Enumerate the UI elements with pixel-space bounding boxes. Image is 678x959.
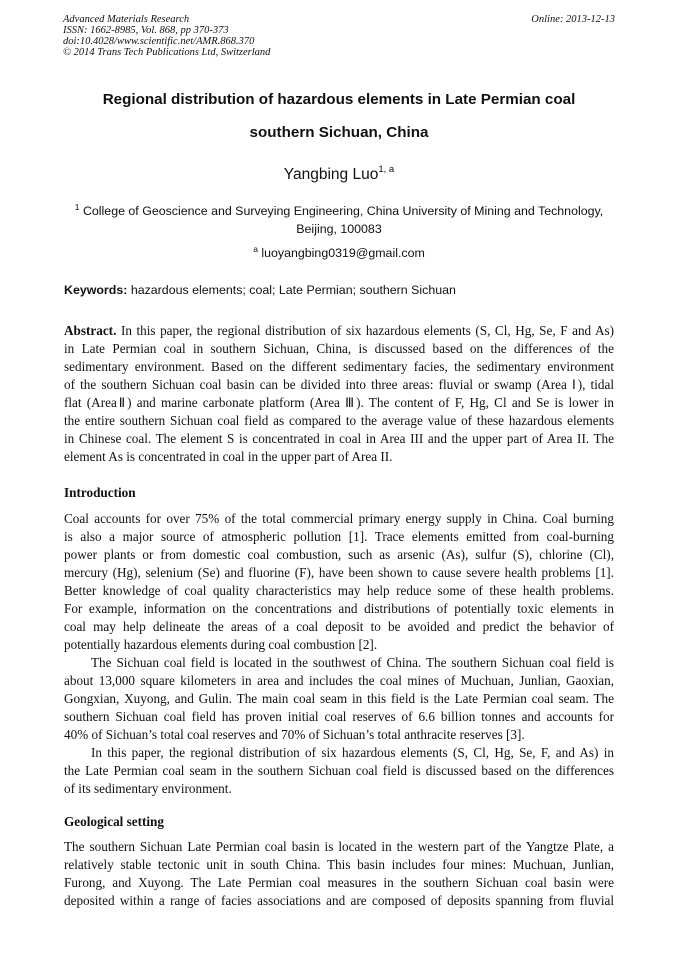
affiliation-marker: 1 (74, 202, 80, 212)
section-heading-introduction: Introduction (64, 485, 136, 500)
email-marker: a (253, 244, 258, 254)
body-line: power plants or from domestic coal combustion, such as arsenic (As), sulfur (S), chlorine (Cl), (64, 547, 614, 562)
author-email (60, 244, 618, 262)
affiliation-line1: College of Geoscience and Surveying Engineering, China University of Mining and Technology, (82, 204, 604, 218)
abstract-label: Abstract. (64, 323, 117, 338)
body-line: Better knowledge of coal quality characteristics may help reduce some of these health problems. (64, 583, 614, 598)
body-line: of its sedimentary environment. (64, 781, 232, 796)
body-line: The southern Sichuan Late Permian coal basin is located in the western part of the Yangtze Plate, a (64, 839, 614, 854)
journal-name: Advanced Materials Research (63, 14, 190, 25)
body-line: coal may help delineate the areas of a coal deposit to be avoided and predict the behavior of (64, 619, 614, 634)
affiliation (60, 202, 618, 238)
issn-line: ISSN: 1662-8985, Vol. 868, pp 370-373 (63, 25, 229, 36)
paper-title-line1: Regional distribution of hazardous elements in Late Permian coal (102, 91, 576, 108)
abstract-line: flat (AreaⅡ) and marine carbonate platform (Area Ⅲ). The content of F, Hg, Cl and Se is lower in (64, 395, 614, 410)
abstract-line: the entire southern Sichuan coal field as compared to the average value of these hazardous elements (64, 413, 614, 428)
body-line: potentially hazardous elements during coal combustion [2]. (64, 637, 378, 652)
body-line: about 13,000 square kilometers in area and includes the coal mines of Muchuan, Junlian, Gaoxian, (64, 673, 614, 688)
body-line: Gongxian, Xuyong, and Gulin. The main coal seam in this field is the Late Permian coal seam. The (64, 691, 614, 706)
body-line: relatively stable tectonic unit in south China. This basin includes four mines: Muchuan, Junlian, (64, 857, 614, 872)
body-line: For example, information on the concentrations and distributions of potentially toxic elements in (64, 601, 614, 616)
body-line: the Late Permian coal seam in the southern Sichuan coal field is discussed based on the differences (64, 763, 614, 778)
keywords-text: hazardous elements; coal; Late Permian; southern Sichuan (130, 283, 456, 297)
online-date: Online: 2013-12-13 (531, 14, 615, 25)
abstract (64, 322, 614, 466)
author (0, 166, 678, 184)
body-line: Furong, and Xuyong. The Late Permian coal measures in the southern Sichuan coal basin were (64, 875, 614, 890)
doi-line: doi:10.4028/www.scientific.net/AMR.868.370 (63, 36, 255, 47)
body-line: deposited within a range of facies associations and are composed of deposits spanning from fluvial (64, 893, 614, 908)
body-line: The Sichuan coal field is located in the southwest of China. The southern Sichuan coal field is (91, 655, 614, 670)
body-line: southern Sichuan coal field has proven initial coal reserves of 6.6 billion tonnes and accounts for (64, 709, 614, 724)
abstract-line: sedimentary environment. Based on the different sedimentary facies, the sedimentary environment (64, 359, 614, 374)
paper-title-line2: southern Sichuan, China (249, 124, 429, 141)
keywords (64, 283, 456, 297)
body-line: mercury (Hg), selenium (Se) and fluorine (F), have been shown to cause severe health problems [1]. (64, 565, 614, 580)
introduction-body (64, 510, 614, 798)
body-line: Coal accounts for over 75% of the total commercial primary energy supply in China. Coal burning (64, 511, 614, 526)
body-line: In this paper, the regional distribution of six hazardous elements (S, Cl, Hg, Se, F, and As) in (91, 745, 614, 760)
abstract-line: element As is concentrated in coal in the upper part of Area II. (64, 449, 393, 464)
affiliation-line2: Beijing, 100083 (296, 222, 382, 236)
abstract-line: in Late Permian coal in southern Sichuan, China, is discussed based on the differences of the (64, 341, 614, 356)
author-name: Yangbing Luo (283, 166, 379, 183)
abstract-line: in Chinese coal. The element S is concentrated in coal in Area III and the upper part of Area II. The (64, 431, 614, 446)
keywords-label: Keywords: (64, 283, 128, 297)
author-superscript: 1, a (378, 164, 395, 175)
copyright-line: © 2014 Trans Tech Publications Ltd, Switzerland (63, 47, 271, 58)
section-heading-geological-setting: Geological setting (64, 814, 164, 829)
body-line: is also a major source of atmospheric pollution [1]. Trace elements emitted from coal-burning (64, 529, 614, 544)
geological-setting-body (64, 838, 614, 910)
abstract-line: of the southern Sichuan coal basin can be divided into three areas: fluvial or swamp (Area Ⅰ), tidal (64, 377, 614, 392)
abstract-line: Abstract. In this paper, the regional distribution of six hazardous elements (S, Cl, Hg, Se, F and As) (64, 323, 615, 338)
body-line: 40% of Sichuan’s total coal reserves and 70% of Sichuan’s total anthracite reserves [3]. (64, 727, 525, 742)
email-address[interactable]: luoyangbing0319@gmail.com (261, 246, 425, 260)
journal-header (63, 14, 270, 58)
